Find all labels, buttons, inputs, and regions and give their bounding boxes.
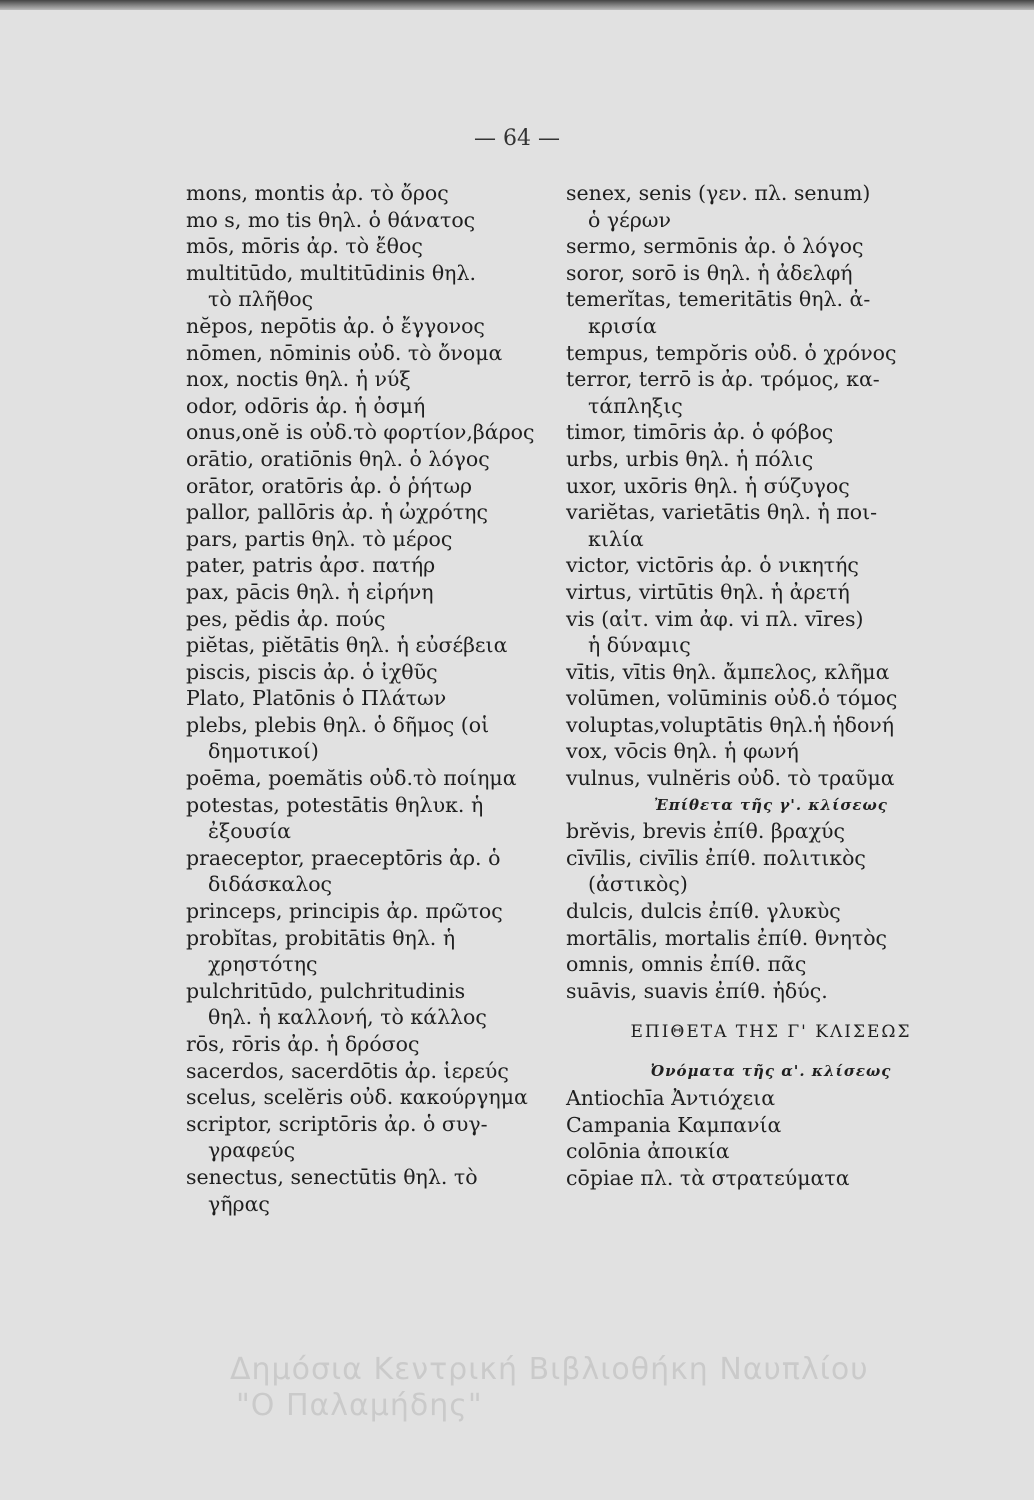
entry-line: piscis, piscis ἀρ. ὁ ἰχθῦς xyxy=(186,659,438,684)
entry-line: senectus, senectūtis θηλ. τὸ xyxy=(186,1164,478,1189)
entry-line: Plato, Platōnis ὁ Πλάτων xyxy=(186,686,447,711)
entry-line: orātio, oratiōnis θηλ. ὁ λόγος xyxy=(186,446,490,471)
entry-line: victor, victōris ἀρ. ὁ νικητής xyxy=(566,553,859,578)
entry-line: uxor, uxōris θηλ. ἡ σύζυγος xyxy=(566,473,850,498)
entry-line: pallor, pallōris ἀρ. ἡ ὠχρότης xyxy=(186,500,488,525)
entry-line: vulnus, vulnĕris οὐδ. τὸ τραῦμα xyxy=(566,766,895,791)
entry-line: rōs, rōris ἀρ. ἡ δρόσος xyxy=(186,1032,420,1056)
entry-continuation: διδάσκαλος xyxy=(208,872,333,897)
entry-line: vis (αἰτ. vim ἀφ. vi πλ. vīres) xyxy=(566,606,864,631)
watermark-line: Δημόσια Κεντρική Βιβλιοθήκη Ναυπλίου xyxy=(230,1352,869,1387)
entry-line: senex, senis (γεν. πλ. senum) xyxy=(566,181,871,205)
entry-continuation: γραφεύς xyxy=(208,1138,296,1163)
entry-line: tempus, tempŏris οὐδ. ὁ χρόνος xyxy=(566,340,897,365)
scan-edge xyxy=(0,0,1034,10)
entry-line: cōpiae πλ. τὰ στρατεύματα xyxy=(566,1165,850,1190)
section-title: ΕΠΙΘΕΤΑ ΤΗΣ Γ' ΚΛΙΣΕΩΣ xyxy=(630,1022,912,1043)
entry-line: odor, odōris ἀρ. ἡ ὀσμή xyxy=(186,393,426,418)
entry-continuation: κιλία xyxy=(588,526,644,551)
subsection-heading: Ἐπίθετα τῆς γ'. κλίσεως xyxy=(654,795,888,814)
entry-continuation: γῆρας xyxy=(208,1191,270,1216)
right-column xyxy=(566,180,976,1191)
entry-line: nĕpos, nepōtis ἀρ. ὁ ἔγγονος xyxy=(186,313,485,338)
entry-line: temerĭtas, temeritātis θηλ. ἀ- xyxy=(566,287,871,312)
entry-line: sermo, sermōnis ἀρ. ὁ λόγος xyxy=(566,234,864,259)
entry-line: Antiochīa Ἀντιόχεια xyxy=(566,1086,776,1110)
entry-line: suāvis, suavis ἐπίθ. ἡδύς. xyxy=(566,978,828,1003)
entry-line: piĕtas, piĕtātis θηλ. ἡ εὐσέβεια xyxy=(186,633,508,658)
entry-line: vītis, vītis θηλ. ἄμπελος, κλῆμα xyxy=(566,659,890,684)
entry-line: mōs, mōris ἀρ. τὸ ἔθος xyxy=(186,234,423,259)
page-number: — 64 — xyxy=(474,126,560,151)
entry-line: volūmen, volūminis οὐδ.ὁ τόμος xyxy=(566,686,898,711)
entry-line: mortālis, mortalis ἐπίθ. θνητὸς xyxy=(566,925,888,950)
entry-line: nōmen, nōminis οὐδ. τὸ ὄνομα xyxy=(186,340,503,365)
entry-line: pars, partis θηλ. τὸ μέρος xyxy=(186,526,453,551)
subsection-heading: Ὀνόματα τῆς α'. κλίσεως xyxy=(650,1062,892,1081)
entry-line: voluptas,voluptātis θηλ.ἡ ἡδονή xyxy=(566,712,895,737)
entry-line: vox, vōcis θηλ. ἡ φωνή xyxy=(566,739,799,764)
entry-line: colōnia ἀποικία xyxy=(566,1139,730,1164)
entry-line: pater, patris ἀρσ. πατήρ xyxy=(186,553,436,578)
entry-continuation: ἡ δύναμις xyxy=(588,633,691,658)
entry-line: brĕvis, brevis ἐπίθ. βραχύς xyxy=(566,819,845,844)
entry-line: soror, sorō is θηλ. ἡ ἀδελφή xyxy=(566,260,853,285)
entry-continuation: θηλ. ἡ καλλονή, τὸ κάλλος xyxy=(208,1005,487,1030)
entry-line: pax, pācis θηλ. ἡ εἰρήνη xyxy=(186,579,434,604)
library-watermark xyxy=(230,1352,1010,1424)
entry-line: probĭtas, probitātis θηλ. ἡ xyxy=(186,925,456,950)
entry-line: multitūdo, multitūdinis θηλ. xyxy=(186,260,476,285)
entry-line: scriptor, scriptōris ἀρ. ὁ συγ- xyxy=(186,1111,488,1136)
left-column xyxy=(186,180,590,1217)
entry-line: orātor, oratōris ἀρ. ὁ ῥήτωρ xyxy=(186,473,473,498)
entry-line: timor, timōris ἀρ. ὁ φόβος xyxy=(566,420,834,445)
entry-line: praeceptor, praeceptōris ἀρ. ὁ xyxy=(186,845,501,870)
entry-continuation: ἐξουσία xyxy=(208,819,291,844)
entry-continuation: δημοτικοί) xyxy=(208,739,319,764)
entry-line: terror, terrō is ἀρ. τρόμος, κα- xyxy=(566,367,880,392)
entry-continuation: κρισία xyxy=(588,313,657,338)
entry-line: nox, noctis θηλ. ἡ νύξ xyxy=(186,367,411,392)
entry-line: pes, pĕdis ἀρ. πούς xyxy=(186,606,386,631)
entry-line: dulcis, dulcis ἐπίθ. γλυκὺς xyxy=(566,899,841,924)
entry-line: virtus, virtūtis θηλ. ἡ ἀρετή xyxy=(566,579,850,604)
entry-continuation: τὸ πλῆθος xyxy=(208,287,314,312)
entry-line: cīvīlis, civīlis ἐπίθ. πολιτικὸς xyxy=(566,845,866,870)
entry-continuation: τάπληξις xyxy=(588,393,683,418)
entry-line: poēma, poemătis οὐδ.τὸ ποίημα xyxy=(186,766,517,791)
entry-continuation: χρηστότης xyxy=(208,952,318,977)
entry-line: princeps, principis ἀρ. πρῶτος xyxy=(186,899,503,924)
entry-continuation: ὁ γέρων xyxy=(588,207,671,232)
entry-line: potestas, potestātis θηλυκ. ἡ xyxy=(186,792,484,817)
entry-line: Campania Καμπανία xyxy=(566,1112,782,1137)
section-spacer xyxy=(566,1044,976,1058)
entry-line: urbs, urbis θηλ. ἡ πόλις xyxy=(566,446,814,471)
entry-line: pulchritūdo, pulchritudinis xyxy=(186,978,466,1003)
entry-line: scelus, scelĕris οὐδ. κακούργημα xyxy=(186,1085,528,1110)
entry-continuation: (ἀστικὸς) xyxy=(588,872,688,897)
entry-line: mo s, mo tis θηλ. ὁ θάνατος xyxy=(186,207,476,232)
entry-line: sacerdos, sacerdōtis ἀρ. ἱερεύς xyxy=(186,1058,509,1083)
entry-line: omnis, omnis ἐπίθ. πᾶς xyxy=(566,952,807,977)
entry-line: plebs, plebis θηλ. ὁ δῆμος (οἱ xyxy=(186,712,490,737)
entry-line: variĕtas, varietātis θηλ. ἡ ποι- xyxy=(566,500,878,525)
watermark-line: "Ο Παλαμήδης" xyxy=(236,1388,483,1423)
entry-line: mons, montis ἀρ. τὸ ὄρος xyxy=(186,181,449,205)
entry-line: onus,onĕ is οὐδ.τὸ φορτίον,βάρος xyxy=(186,420,535,445)
